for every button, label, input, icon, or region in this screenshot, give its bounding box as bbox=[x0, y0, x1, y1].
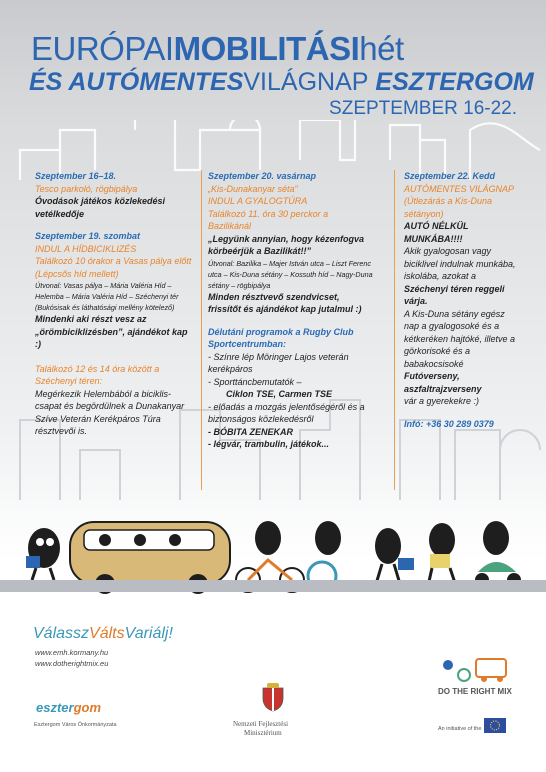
road-strip bbox=[0, 580, 546, 592]
event-dates: SZEPTEMBER 16-22. bbox=[329, 98, 517, 119]
schedule-column-3 bbox=[404, 170, 516, 430]
carfree-text-1: Akik gyalogosan vagy biciklivel indulnak munkába, iskolába, azokat a bbox=[404, 246, 516, 281]
date-sep16-18: Szeptember 16–18. bbox=[35, 171, 117, 181]
do-the-right-mix-logo-icon bbox=[440, 655, 510, 683]
carfree-title: AUTÓMENTES VILÁGNAP bbox=[404, 183, 515, 194]
title-vilagnap: VILÁGNAP bbox=[243, 68, 369, 96]
place-tesco: Tesco parkoló, rögbipálya bbox=[35, 183, 138, 194]
program-item-4: - BÓBITA ZENEKAR bbox=[208, 426, 293, 437]
bike-gift-text: Mindenki aki részt vesz az „örömbiciklizésben”, ajándékot kap :) bbox=[35, 314, 188, 349]
initiative-label: An initiative of the bbox=[438, 726, 482, 732]
title-europai: EURÓPAI bbox=[31, 30, 174, 67]
eu-flag-icon bbox=[484, 718, 506, 733]
slogan bbox=[33, 625, 173, 643]
title-mobilitasi: MOBILITÁSI bbox=[173, 30, 360, 67]
walk-quote: „Legyünk annyian, hogy kézenfogva körbeérjük a Bazilikát!!” bbox=[208, 233, 365, 256]
afternoon-title: Délutáni programok a Rugby Club Sportcentrumban: bbox=[208, 326, 354, 349]
title-het: hét bbox=[359, 30, 404, 67]
slogan-varialj: Variálj! bbox=[124, 625, 173, 642]
do-the-right-mix-label: DO THE RIGHT MIX bbox=[438, 687, 512, 696]
walk-subtitle: „Kis-Dunakanyar séta” bbox=[208, 183, 298, 194]
esztergom-sub: Esztergom Város Önkormányzata bbox=[34, 722, 117, 728]
program-item-1: - Színre lép Möringer Lajos veterán kerékpáros bbox=[208, 351, 349, 374]
meeting-point-vasas: Találkozó 10 órakor a Vasas pálya előtt (Lépcsős híd mellett) bbox=[35, 256, 192, 279]
esztergom-logo-b: gom bbox=[73, 700, 102, 715]
slogan-valts: Válts bbox=[89, 625, 125, 642]
carfree-breakfast: Széchenyi téren reggeli várja. bbox=[404, 283, 505, 306]
event-preschool: Óvodások játékos közlekedési vetélkedője bbox=[35, 196, 166, 219]
link-dotherightmix[interactable]: www.dotherightmix.eu bbox=[35, 659, 109, 668]
arrival-text: Megérkezik Helembából a biciklis-csapat és begördülnek a Dunakanyar Szíve Veterán Kerékpáros Túra résztvevői is. bbox=[35, 388, 185, 436]
carfree-races: Futóverseny, aszfaltrajzverseny bbox=[404, 371, 482, 394]
meeting-szechenyi: Találkozó 12 és 14 óra között a Széchenyi téren: bbox=[35, 363, 160, 386]
scooter-icon bbox=[475, 521, 521, 587]
column-divider-1 bbox=[201, 170, 202, 490]
date-sep19: Szeptember 19. szombat bbox=[35, 231, 141, 241]
slogan-valassz: Válassz bbox=[33, 625, 90, 642]
title-line-1 bbox=[31, 30, 521, 68]
briefcase-walker-icon bbox=[375, 528, 414, 584]
schedule-column-1 bbox=[35, 170, 195, 438]
title-line-2 bbox=[29, 67, 534, 97]
esztergom-logo bbox=[36, 700, 101, 715]
program-item-2: - Sporttáncbemutatók – bbox=[208, 376, 302, 387]
walk-meeting: Találkozó 11. óra 30 perckor a Bazilikánál bbox=[208, 208, 329, 231]
carfree-text-3: vár a gyerekekre :) bbox=[404, 396, 480, 406]
program-item-5: - légvár, trambulin, játékok... bbox=[208, 439, 330, 449]
carfree-text-2: A Kis-Duna sétány egész nap a gyalogosoké és a kétkeréken hajtóké, illetve a görkorisoké és a babakocsisoké bbox=[404, 308, 516, 369]
link-emh[interactable]: www.emh.kormany.hu bbox=[35, 648, 109, 657]
program-item-3: - előadás a mozgás jelentőségéről és a biztonságos közlekedésről bbox=[208, 401, 365, 424]
title-esztergom: ESZTERGOM bbox=[375, 68, 534, 96]
ministry-line-2: Minisztérium bbox=[244, 729, 282, 737]
ministry-line-1: Nemzeti Fejlesztési bbox=[233, 720, 289, 728]
info-phone: Infó: +36 30 289 0379 bbox=[404, 418, 494, 429]
event-bridge-bike-title: INDUL A HÍDBICIKLIZÉS bbox=[35, 243, 137, 254]
walker-bag-icon bbox=[26, 528, 60, 580]
route-bike: Útvonal: Vasas pálya – Mária Valéria Híd – Helemba – Mária Valéria Híd – Széchenyi tér (Bukósisak és láthatósági mellény kötelező) bbox=[35, 281, 179, 312]
schedule-column-2 bbox=[208, 170, 373, 451]
skater-icon bbox=[428, 523, 456, 586]
date-sep22: Szeptember 22. Kedd bbox=[404, 171, 496, 181]
title-es-automentes: ÉS AUTÓMENTES bbox=[29, 68, 244, 96]
walk-title: INDUL A GYALOGTÚRA bbox=[208, 196, 308, 206]
coat-of-arms-icon bbox=[261, 682, 285, 712]
program-item-2-clubs: Ciklon TSE, Carmen TSE bbox=[226, 389, 333, 399]
carfree-headline: AUTÓ NÉLKÜL MUNKÁBA!!!! bbox=[404, 221, 469, 244]
esztergom-logo-a: eszter bbox=[36, 700, 74, 715]
walk-route: Útvonal: Bazilika – Majer István utca – Liszt Ferenc utca – Kis-Duna sétány – Kossuth híd – Nagy-Duna sétány – rögbipálya bbox=[208, 258, 373, 290]
road-closure: (Útlezárás a Kis-Duna sétányon) bbox=[404, 196, 493, 219]
date-sep20: Szeptember 20. vasárnap bbox=[208, 171, 317, 181]
walk-gift-text: Minden résztvevő szendvicset, frissítőt és ajándékot kap jutalmul :) bbox=[208, 291, 362, 314]
column-divider-2 bbox=[394, 170, 395, 490]
